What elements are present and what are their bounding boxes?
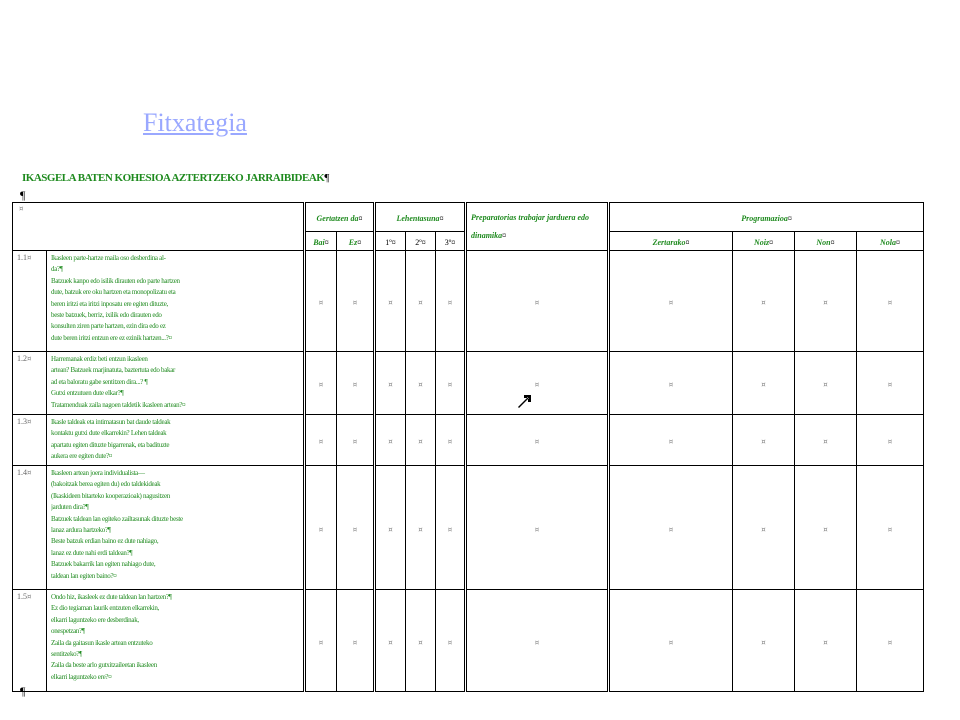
file-link[interactable]: Fitxategia [143, 108, 247, 137]
header-lehentasuna [375, 203, 466, 232]
cell-marker: ¤ [534, 381, 540, 389]
header-label: Zertarako [652, 238, 686, 247]
cell-priority-2[interactable] [406, 415, 436, 466]
table-row [13, 352, 924, 415]
header-label: 3º [444, 238, 452, 247]
cell-marker: ¤ [761, 438, 766, 446]
question-cell [47, 415, 305, 466]
header-gertatzen-da [305, 203, 375, 232]
question-line: taldean lan egiten baino?¤ [51, 571, 117, 580]
cell-marker: ¤ [19, 205, 24, 213]
question-line: Batzuek taldean lan egiteko zailtasunak dituzte beste [51, 514, 183, 523]
cell-marker: ¤ [388, 381, 393, 389]
question-line: Harremanak erdiz beti entzun ikasleen [51, 355, 148, 363]
mouse-cursor-icon [516, 393, 534, 411]
question-line: jarduten dira?¶ [51, 503, 89, 512]
cell-marker: ¤ [447, 381, 453, 389]
cell-nola[interactable] [857, 415, 924, 466]
cell-marker: ¤ [823, 525, 828, 534]
cell-ez[interactable] [337, 466, 375, 590]
cell-marker: ¤ [769, 238, 774, 247]
row-number [13, 415, 47, 466]
cell-nola[interactable] [857, 352, 924, 415]
cell-marker: ¤ [324, 238, 329, 247]
cell-non[interactable] [795, 415, 857, 466]
cell-zertarako[interactable] [609, 415, 733, 466]
cell-priority-3[interactable] [436, 415, 466, 466]
cell-priority-3[interactable] [436, 352, 466, 415]
question-line: (Ikaskideen bitarteko kooperazioak) nagusitzen [51, 491, 170, 500]
cell-marker: ¤ [887, 638, 893, 647]
cell-zertarako[interactable] [609, 352, 733, 415]
header-label: 1º [385, 238, 392, 247]
cell-bai[interactable] [305, 415, 337, 466]
cell-marker: ¤ [418, 638, 423, 647]
cell-noiz[interactable] [733, 251, 795, 352]
cell-ez[interactable] [337, 590, 375, 692]
header-nola [857, 232, 924, 251]
cell-marker: ¤ [668, 381, 674, 389]
document-title-text: IKASGELA BATEN KOHESIOA AZTERTZEKO JARRAIBIDEAK [22, 172, 325, 184]
cell-marker: ¤ [787, 214, 792, 223]
header-programazioa [609, 203, 924, 232]
question-line: Ondo hiz, ikasleek ez dute taldean lan hartzen?¶ [51, 593, 172, 601]
question-line: da?¶ [51, 265, 63, 274]
question-line: dute, batzuk ere oku hartzen eta monopolizatu eta [51, 288, 176, 297]
cell-marker: ¤ [388, 638, 393, 647]
cell-priority-1[interactable] [375, 466, 406, 590]
header-label: Noiz [753, 238, 770, 247]
cell-marker: ¤ [318, 381, 324, 389]
cell-marker: ¤ [534, 299, 540, 307]
question-line: Ikasleen artean joera individualista— [51, 469, 145, 477]
cell-marker: ¤ [352, 525, 358, 534]
question-cell [47, 251, 305, 352]
header-label: Programazioa [741, 214, 788, 223]
cell-nola[interactable] [857, 590, 924, 692]
cell-preparation[interactable] [466, 415, 609, 466]
cell-marker: ¤ [352, 299, 358, 307]
cell-preparation[interactable] [466, 466, 609, 590]
cell-marker: ¤ [352, 438, 358, 446]
cell-marker: ¤ [534, 525, 540, 534]
header-zertarako [609, 232, 733, 251]
question-line: sentitzeko?¶ [51, 650, 83, 659]
cell-marker: ¤ [352, 638, 358, 647]
cell-bai[interactable] [305, 590, 337, 692]
question-line: elkarri laguntzeko ere?¤ [51, 672, 112, 681]
row-number [13, 251, 47, 352]
header-priority-3 [436, 232, 466, 251]
cell-marker: ¤ [357, 238, 362, 247]
question-line: aukera ere egiten dute?¤ [51, 452, 113, 461]
cell-marker: ¤ [388, 525, 393, 534]
row-number [13, 466, 47, 590]
cell-priority-3[interactable] [436, 590, 466, 692]
cell-zertarako[interactable] [609, 590, 733, 692]
table-row [13, 466, 924, 590]
cell-marker: ¤ [823, 381, 828, 389]
cell-marker: ¤ [887, 299, 893, 307]
cell-ez[interactable] [337, 415, 375, 466]
row-number [13, 352, 47, 415]
cell-marker: ¤ [318, 638, 324, 647]
cell-marker: ¤ [388, 299, 393, 307]
cell-marker: ¤ [502, 231, 507, 240]
title-pilcrow: ¶ [324, 172, 329, 184]
question-line: Batzuek bakarrik lan egiten nahiago dute, [51, 560, 156, 569]
cell-noiz[interactable] [733, 352, 795, 415]
cell-preparation[interactable] [466, 352, 609, 415]
cell-priority-2[interactable] [406, 251, 436, 352]
cell-marker: ¤ [761, 299, 766, 307]
cell-marker: ¤ [887, 438, 893, 446]
question-line: (bakoitzak berea egiten du) edo taldekideak [51, 480, 161, 489]
question-line: Zaila da beste arlo gutxitzaileetan ikasleen [51, 661, 157, 670]
cell-marker: ¤ [27, 469, 32, 477]
cell-marker: ¤ [668, 525, 674, 534]
question-line: konsulten ziren parte hartzen, ezin dira edo ez [51, 322, 166, 331]
question-line: Tratamenduak zaila nagoen taldetik ikasleen artean?¤ [51, 400, 186, 409]
cell-marker: ¤ [352, 381, 358, 389]
question-line: lanaz ardura hartzeko?¶ [51, 526, 111, 535]
cell-marker: ¤ [451, 238, 456, 247]
cell-nola[interactable] [857, 466, 924, 590]
trailing-pilcrow: ¶ [20, 684, 26, 698]
cell-marker: ¤ [418, 438, 423, 446]
header-label: Gertatzen da [316, 214, 359, 223]
question-line: onespetzan?¶ [51, 627, 85, 636]
cell-marker: ¤ [887, 525, 893, 534]
cell-marker: ¤ [27, 355, 32, 363]
cell-marker: ¤ [358, 214, 363, 223]
header-bai [305, 232, 337, 251]
table-row [13, 415, 924, 466]
cell-bai[interactable] [305, 466, 337, 590]
header-priority-2 [406, 232, 436, 251]
cell-marker: ¤ [823, 438, 828, 446]
cell-non[interactable] [795, 590, 857, 692]
cell-noiz[interactable] [733, 590, 795, 692]
cell-marker: ¤ [447, 299, 453, 307]
question-cell [47, 590, 305, 692]
row-number-text: 1.1 [17, 253, 27, 262]
cell-priority-1[interactable] [375, 251, 406, 352]
cell-marker: ¤ [388, 438, 393, 446]
cell-ez[interactable] [337, 251, 375, 352]
table-row [13, 251, 924, 352]
header-label: 2º [415, 238, 422, 247]
row-number-text: 1.4 [17, 468, 27, 477]
cell-non[interactable] [795, 251, 857, 352]
cell-non[interactable] [795, 466, 857, 590]
cell-marker: ¤ [896, 238, 901, 247]
cell-marker: ¤ [823, 638, 828, 647]
header-label: Bai [313, 238, 325, 247]
cell-marker: ¤ [27, 418, 32, 426]
document-title [22, 172, 329, 184]
corner-cell [13, 203, 305, 251]
question-line: kontaktu gutxi dute elkarrekin? Lehen taldeak [51, 429, 167, 438]
cell-marker: ¤ [887, 381, 893, 389]
header-label: Nola [880, 238, 897, 247]
header-label: Ez [348, 238, 358, 247]
table-row [13, 590, 924, 692]
question-line: Zaila da gaitasun ikasle artean entzuteko [51, 638, 153, 647]
cell-priority-1[interactable] [375, 352, 406, 415]
cell-marker: ¤ [761, 638, 766, 647]
question-line: lanaz ez dute nahi erdi taldean?¶ [51, 548, 133, 557]
row-number-text: 1.2 [17, 354, 27, 363]
header-label: Non [816, 238, 831, 247]
cell-noiz[interactable] [733, 466, 795, 590]
cell-preparation[interactable] [466, 251, 609, 352]
question-line: beren iritzi eta iritzi inposatu ere egiten dituzte, [51, 299, 168, 308]
cell-marker: ¤ [418, 299, 423, 307]
cell-bai[interactable] [305, 251, 337, 352]
cell-ez[interactable] [337, 352, 375, 415]
cell-marker: ¤ [318, 525, 324, 534]
cell-marker: ¤ [534, 438, 540, 446]
question-line: Gutxi entzutuen dute elkar?¶ [51, 389, 124, 398]
leading-pilcrow: ¶ [20, 188, 26, 202]
cell-marker: ¤ [391, 238, 396, 247]
cell-preparation[interactable] [466, 590, 609, 692]
cell-marker: ¤ [447, 525, 453, 534]
cell-nola[interactable] [857, 251, 924, 352]
cell-marker: ¤ [668, 299, 674, 307]
question-line: dute beren iritzi entzun ere ez ezinik hartzen...?¤ [51, 333, 172, 342]
question-cell [47, 466, 305, 590]
header-row-1 [13, 203, 924, 232]
question-line: beste batzuek, berriz, ixilik edo dirauten edo [51, 311, 162, 320]
cell-noiz[interactable] [733, 415, 795, 466]
header-non [795, 232, 857, 251]
cell-priority-2[interactable] [406, 590, 436, 692]
header-label: Preparatorias trabajar jarduera edo dinamika [471, 213, 590, 240]
header-noiz [733, 232, 795, 251]
cell-priority-1[interactable] [375, 415, 406, 466]
cell-zertarako[interactable] [609, 466, 733, 590]
cell-priority-1[interactable] [375, 590, 406, 692]
question-line: Ikasle taldeak eta intimatasun bat daude taldeak [51, 418, 171, 426]
cohesion-table [12, 202, 924, 692]
cell-marker: ¤ [668, 438, 674, 446]
cell-marker: ¤ [447, 438, 453, 446]
cell-marker: ¤ [418, 381, 423, 389]
cell-non[interactable] [795, 352, 857, 415]
cell-marker: ¤ [668, 638, 674, 647]
row-number [13, 590, 47, 692]
cell-marker: ¤ [27, 593, 32, 601]
header-preparation [466, 203, 609, 251]
cell-marker: ¤ [447, 638, 453, 647]
question-line: Beste batzuk erdian baino ez dute nahiago, [51, 537, 159, 546]
cell-priority-2[interactable] [406, 352, 436, 415]
cell-marker: ¤ [761, 381, 766, 389]
cell-marker: ¤ [418, 525, 423, 534]
question-line: artean? Batzuek marjinatuta, baztertuta edo bakar [51, 366, 176, 375]
cell-bai[interactable] [305, 352, 337, 415]
question-line: apartatu egiten dituzte bigarrenak, eta badituzte [51, 440, 170, 449]
cell-priority-2[interactable] [406, 466, 436, 590]
header-label: Lehentasuna [396, 214, 440, 223]
row-number-text: 1.5 [17, 592, 27, 601]
cell-priority-3[interactable] [436, 251, 466, 352]
header-ez [337, 232, 375, 251]
cell-marker: ¤ [421, 238, 426, 247]
cell-marker: ¤ [823, 299, 828, 307]
question-cell [47, 352, 305, 415]
cell-marker: ¤ [830, 238, 835, 247]
row-number-text: 1.3 [17, 417, 27, 426]
cell-marker: ¤ [685, 238, 690, 247]
cell-marker: ¤ [318, 438, 324, 446]
header-priority-1 [375, 232, 406, 251]
cell-marker: ¤ [761, 525, 766, 534]
question-line: Ez dio tegiaman laurik entzuten elkarrekin, [51, 604, 159, 613]
cell-priority-3[interactable] [436, 466, 466, 590]
cell-marker: ¤ [318, 299, 324, 307]
question-line: Batzuek kanpo edo isilik dirauten edo parte hartzen [51, 276, 180, 285]
cell-marker: ¤ [439, 214, 444, 223]
cell-marker: ¤ [534, 638, 540, 647]
question-line: elkarri laguntzeko ere desberdinak, [51, 615, 139, 624]
cell-zertarako[interactable] [609, 251, 733, 352]
question-line: ad eta baloratu gabe sentitzen dira...? ¶ [51, 377, 148, 386]
cell-marker: ¤ [27, 254, 32, 262]
question-line: Ikasleen parte-hartze maila oso desberdina al- [51, 254, 166, 262]
